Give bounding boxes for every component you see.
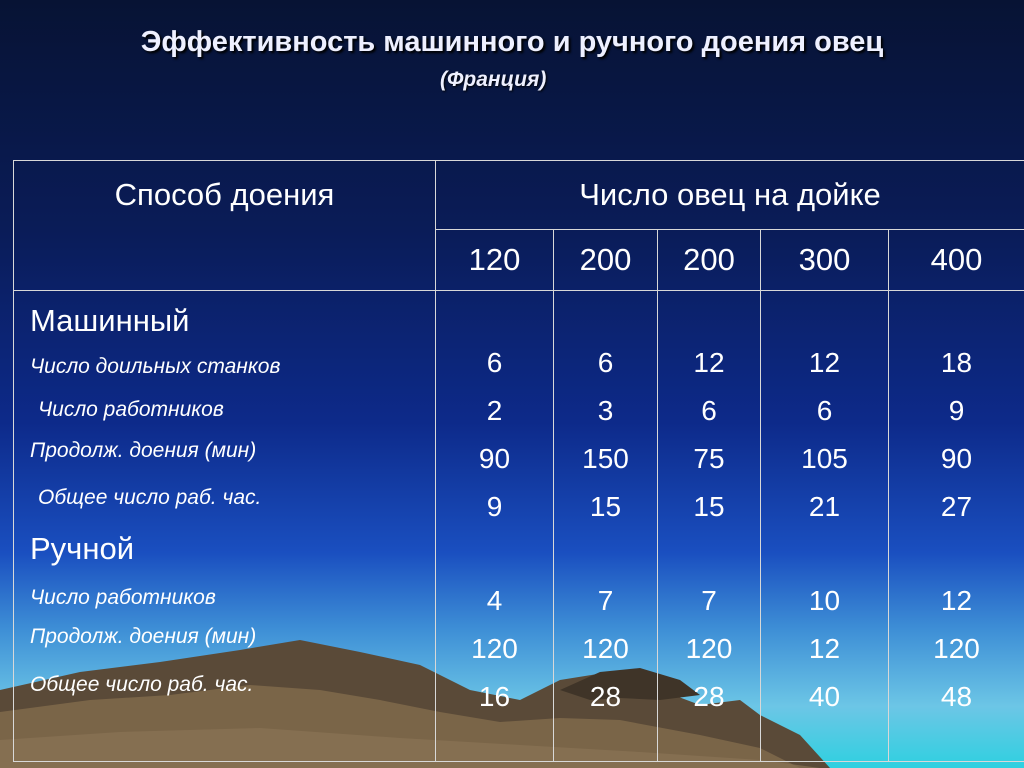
- machine-value: 105: [801, 443, 848, 474]
- values-column: [436, 291, 554, 762]
- manual-value: 16: [478, 681, 511, 712]
- row-label: Число работников: [30, 586, 216, 609]
- row-label: Продолж. доения (мин): [30, 625, 257, 648]
- machine-value: 27: [940, 491, 973, 522]
- machine-value: 6: [816, 395, 833, 426]
- manual-value: 28: [693, 681, 725, 712]
- sheep-count-header: 200: [554, 230, 658, 291]
- row-label: Общее число раб. час.: [38, 486, 262, 509]
- row-label: Общее число раб. час.: [30, 673, 254, 696]
- machine-value: 150: [582, 443, 629, 474]
- machine-value: 9: [486, 491, 503, 522]
- manual-value: 10: [808, 585, 841, 616]
- manual-value: 40: [808, 681, 841, 712]
- machine-value: 90: [478, 443, 511, 474]
- labels-cell: [14, 291, 436, 762]
- machine-value: 6: [486, 347, 503, 378]
- sheep-count-header: 200: [658, 230, 761, 291]
- machine-value: 6: [597, 347, 614, 378]
- row-label: Число доильных станков: [30, 355, 281, 378]
- page-subtitle: (Франция): [440, 68, 547, 91]
- manual-value: 7: [701, 585, 717, 616]
- efficiency-table: [13, 160, 1024, 762]
- method-header-cell: [14, 161, 436, 291]
- machine-value: 2: [486, 395, 503, 426]
- machine-value: 75: [693, 443, 725, 474]
- values-column: [761, 291, 889, 762]
- manual-value: 12: [808, 633, 841, 664]
- values-column: [658, 291, 761, 762]
- machine-value: 6: [701, 395, 717, 426]
- count-header-cell: [436, 161, 1024, 230]
- manual-value: 120: [685, 633, 733, 664]
- machine-value: 12: [693, 347, 725, 378]
- row-label: Число работников: [38, 398, 224, 421]
- method-header: Способ доения: [114, 177, 335, 212]
- group-machine-label: Машинный: [30, 303, 190, 338]
- machine-value: 18: [940, 347, 973, 378]
- manual-value: 28: [589, 681, 622, 712]
- machine-value: 9: [948, 395, 965, 426]
- machine-value: 3: [597, 395, 614, 426]
- manual-value: 7: [597, 585, 614, 616]
- manual-value: 120: [471, 633, 518, 664]
- machine-value: 15: [693, 491, 725, 522]
- group-manual-label: Ручной: [30, 531, 135, 566]
- values-column: [889, 291, 1024, 762]
- machine-value: 15: [589, 491, 622, 522]
- manual-value: 120: [582, 633, 629, 664]
- machine-value: 90: [940, 443, 973, 474]
- manual-value: 48: [940, 681, 973, 712]
- sheep-count-header: 300: [761, 230, 889, 291]
- manual-value: 12: [940, 585, 973, 616]
- machine-value: 21: [808, 491, 841, 522]
- sheep-count-header: 400: [889, 230, 1024, 291]
- sheep-count-header: 120: [436, 230, 554, 291]
- manual-value: 120: [933, 633, 980, 664]
- values-column: [554, 291, 658, 762]
- manual-value: 4: [486, 585, 503, 616]
- machine-value: 12: [808, 347, 841, 378]
- row-label: Продолж. доения (мин): [30, 439, 257, 462]
- page-title: Эффективность машинного и ручного доения овец: [140, 26, 884, 58]
- count-header: Число овец на дойке: [579, 177, 881, 212]
